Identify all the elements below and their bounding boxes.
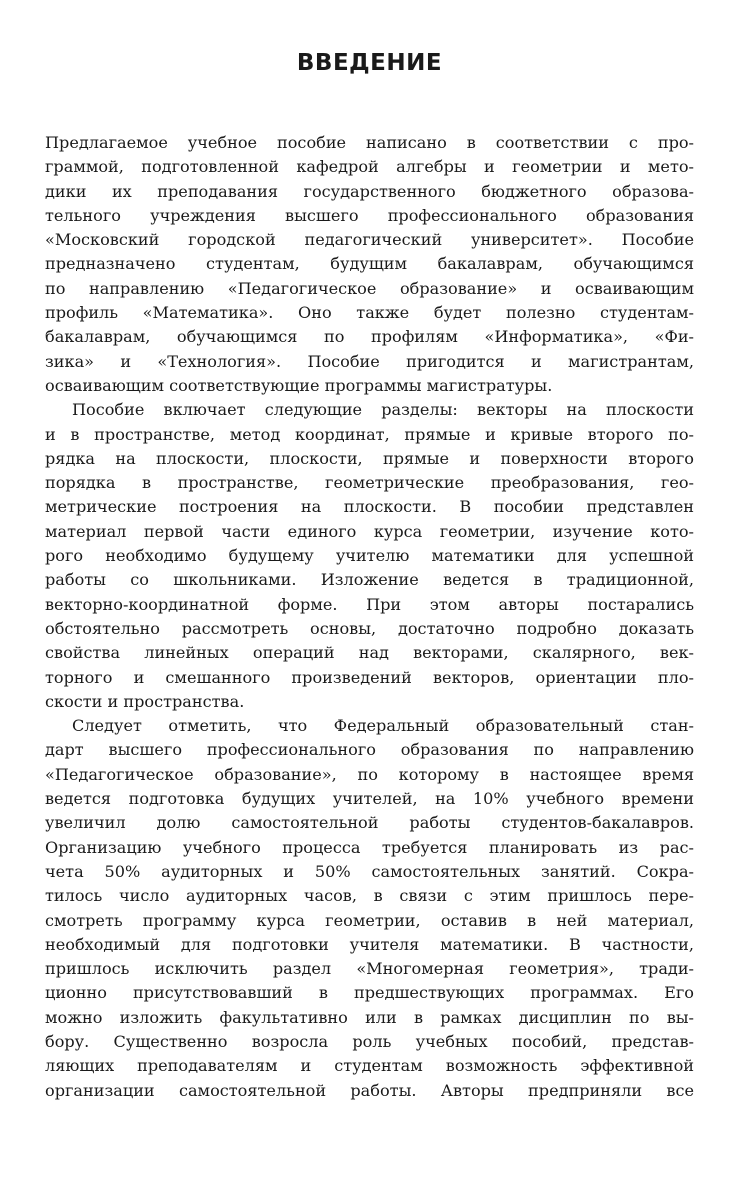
text-line: ционно присутствовавший в предшествующих программах. Его [45,983,694,1003]
text-line: «Московский городской педагогический университет». Пособие [45,230,694,250]
text-line: пришлось исключить раздел «Многомерная геометрия», тради- [45,959,694,979]
text-line: порядка в пространстве, геометрические преобразования, гео- [45,473,694,493]
text-line: рого необходимо будущему учителю математики для успешной [45,546,694,566]
text-line: можно изложить факультативно или в рамках дисциплин по вы- [45,1007,694,1027]
paragraph [45,398,694,714]
text-line: организации самостоятельной работы. Авторы предприняли все [45,1080,694,1100]
text-line: скости и пространства. [45,691,245,711]
paragraph [45,131,694,398]
text-line: осваивающим соответствующие программы магистратуры. [45,375,553,395]
text-line: зика» и «Технология». Пособие пригодится и магистрантам, [45,351,694,371]
text-line: необходимый для подготовки учителя математики. В частности, [45,934,694,954]
text-line: Следует отметить, что Федеральный образовательный стан- [72,716,694,736]
text-line: «Педагогическое образование», по которому в настоящее время [45,764,694,784]
text-line: предназначено студентам, будущим бакалаврам, обучающимся [45,254,694,274]
text-line: тельного учреждения высшего профессионального образования [45,205,694,225]
text-line: ляющих преподавателям и студентам возможность эффективной [45,1056,694,1076]
body-text [45,131,694,1103]
text-line: свойства линейных операций над векторами, скалярного, век- [45,643,694,663]
text-line: дарт высшего профессионального образования по направлению [45,740,694,760]
text-line: векторно-координатной форме. При этом авторы постарались [45,594,694,614]
text-line: профиль «Математика». Оно также будет полезно студентам- [45,303,694,323]
text-line: чета 50% аудиторных и 50% самостоятельных занятий. Сокра- [45,861,694,881]
text-line: метрические построения на плоскости. В пособии представлен [45,497,694,517]
text-line: и в пространстве, метод координат, прямые и кривые второго по- [45,424,694,444]
paragraph [45,714,694,1103]
text-line: смотреть программу курса геометрии, оставив в ней материал, [45,910,694,930]
text-line: тилось число аудиторных часов, в связи с этим пришлось пере- [45,886,694,906]
text-line: бакалаврам, обучающимся по профилям «Информатика», «Фи- [45,327,694,347]
text-line: дики их преподавания государственного бюджетного образова- [45,181,694,201]
text-line: ведется подготовка будущих учителей, на 10% учебного времени [45,789,694,809]
text-line: материал первой части единого курса геометрии, изучение кото- [45,521,694,541]
text-line: Организацию учебного процесса требуется планировать из рас- [45,837,694,857]
text-line: Предлагаемое учебное пособие написано в соответствии с про- [45,133,694,152]
text-line: торного и смешанного произведений векторов, ориентации пло- [45,667,694,687]
text-line: Пособие включает следующие разделы: векторы на плоскости [72,400,694,420]
text-line: рядка на плоскости, плоскости, прямые и поверхности второго [45,448,694,468]
text-line: обстоятельно рассмотреть основы, достаточно подробно доказать [45,618,694,638]
text-line: бору. Существенно возросла роль учебных пособий, представ- [45,1031,694,1051]
text-line: граммой, подготовленной кафедрой алгебры и геометрии и мето- [45,157,694,177]
text-line: работы со школьниками. Изложение ведется в традиционной, [45,570,694,590]
text-line: увеличил долю самостоятельной работы студентов-бакалавров. [45,813,694,833]
text-line: по направлению «Педагогическое образование» и осваивающим [45,278,694,298]
chapter-heading: ВВЕДЕНИЕ [296,50,443,76]
